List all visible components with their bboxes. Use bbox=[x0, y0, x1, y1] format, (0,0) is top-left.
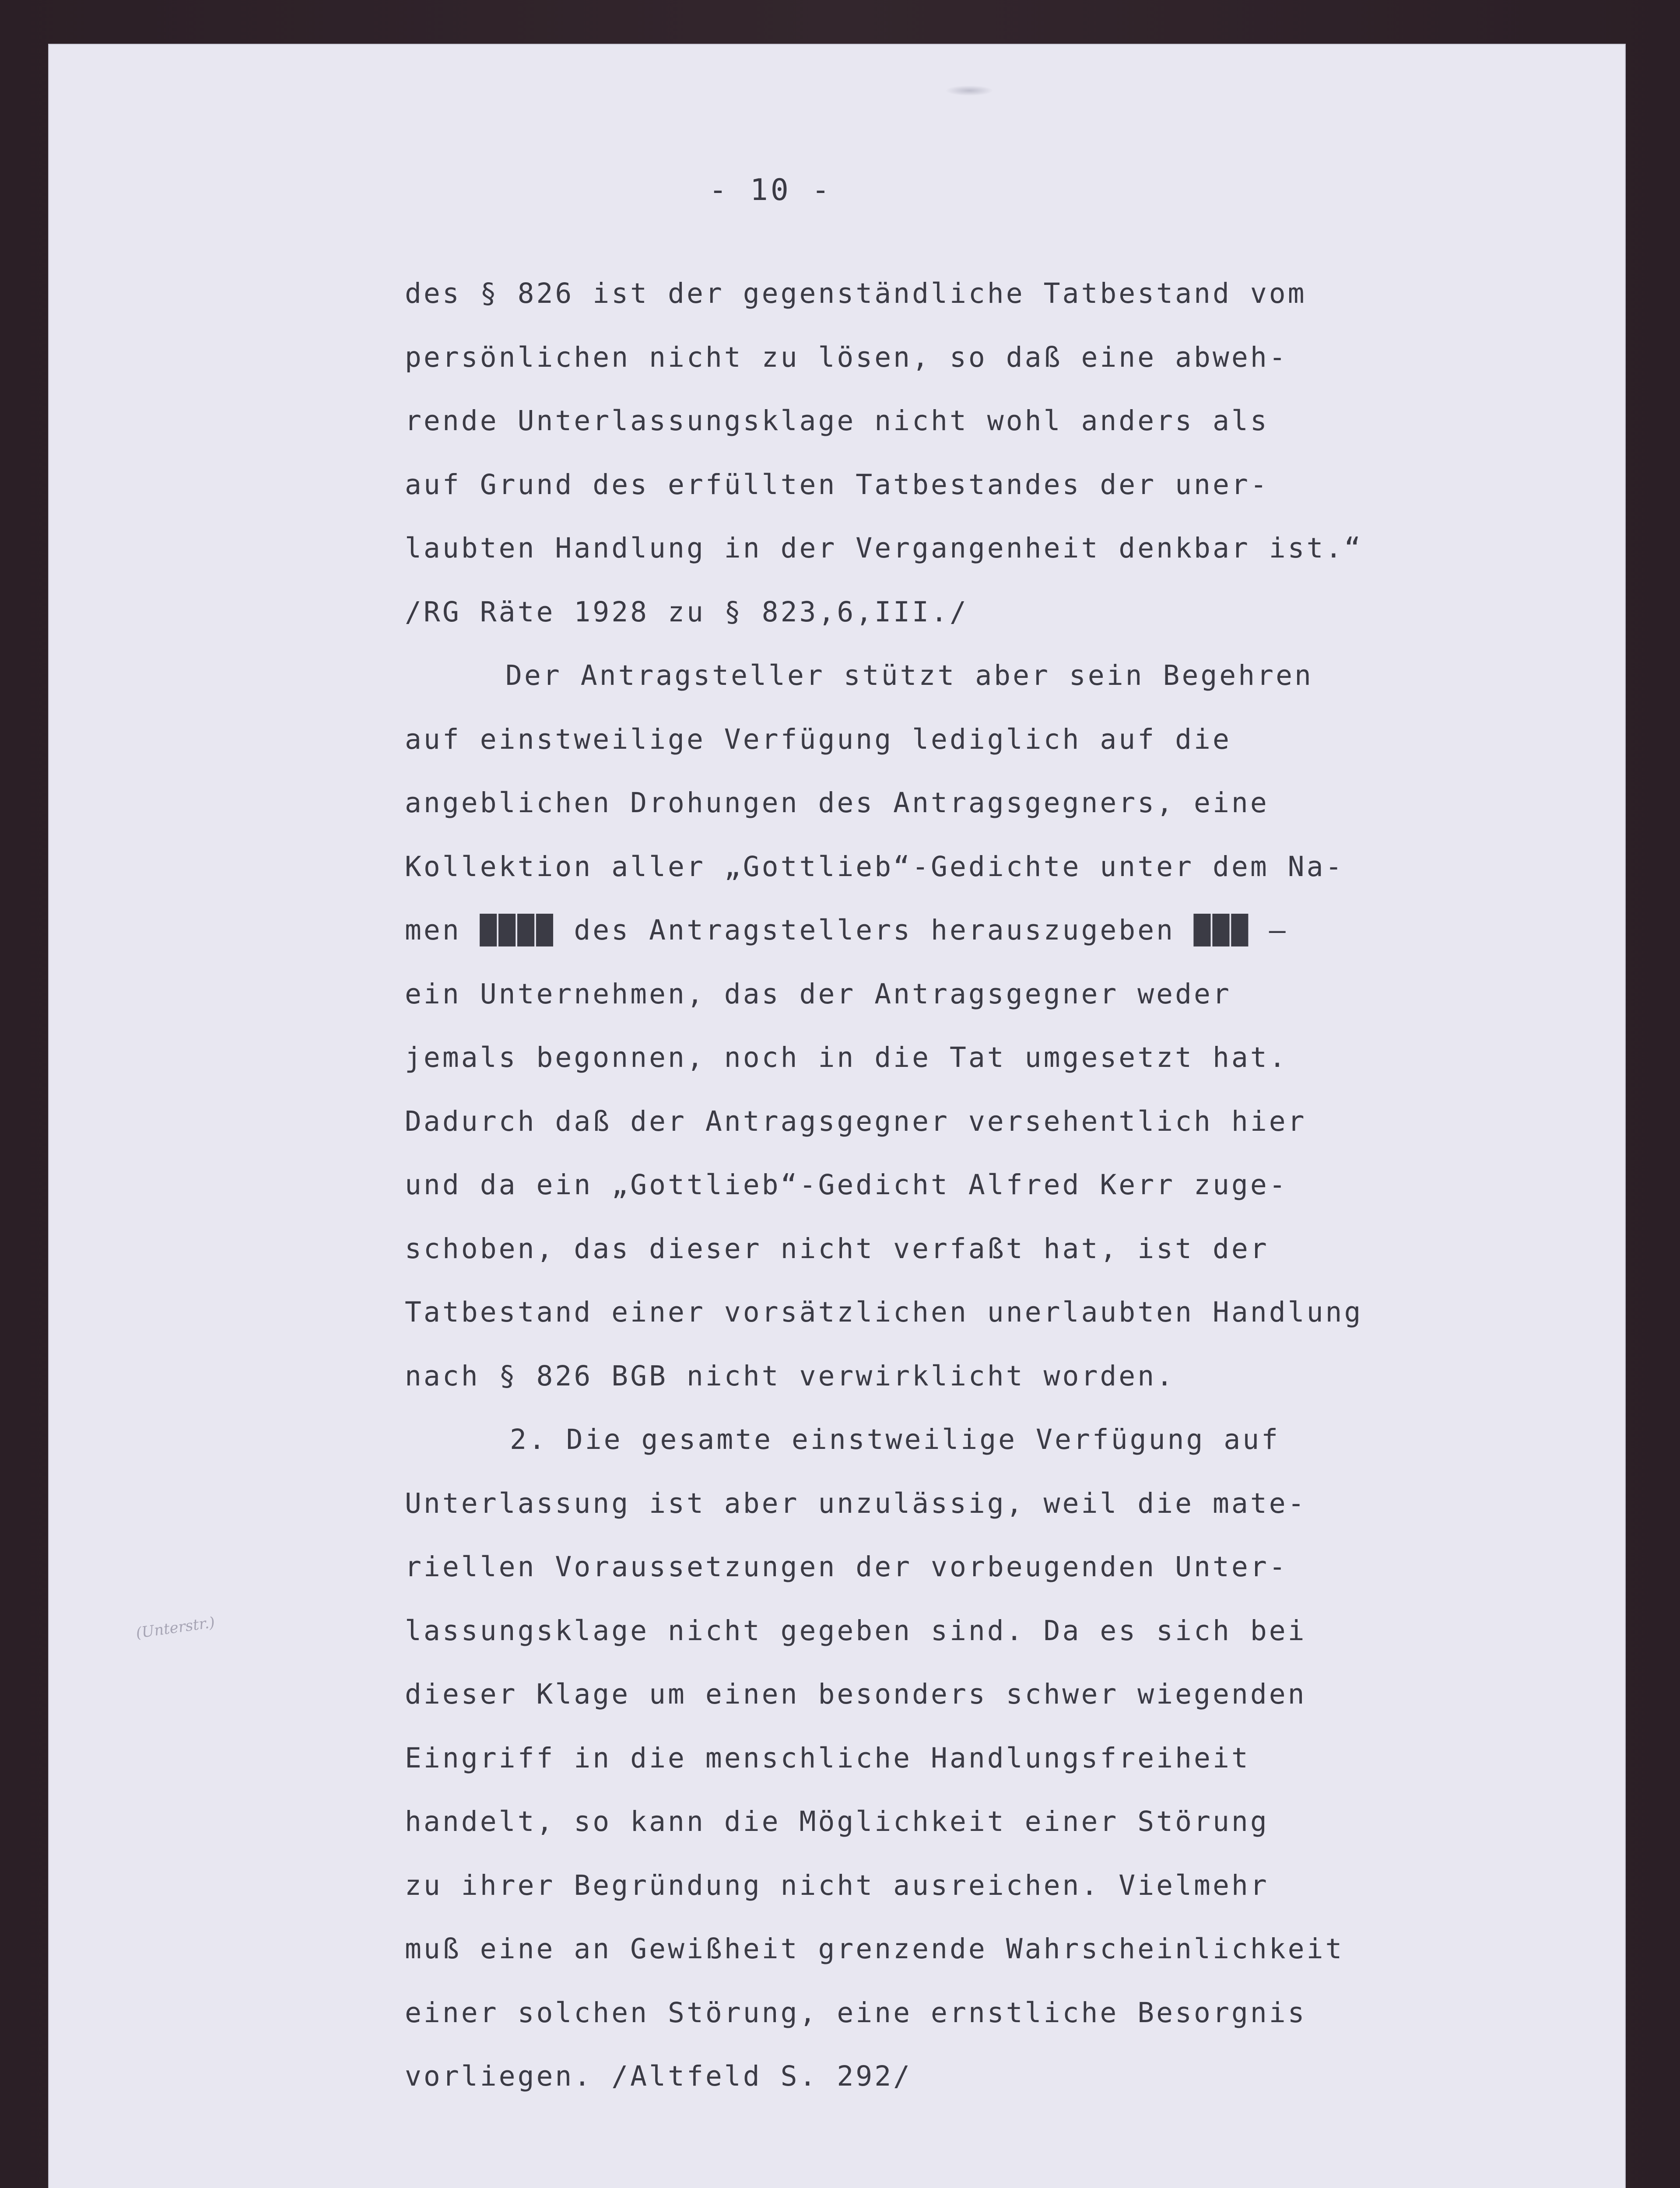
text-line: und da ein „Gottlieb“-Gedicht Alfred Kerr zuge- bbox=[405, 1169, 1288, 1201]
numbered-paragraph-start-line: 2. Die gesamte einstweilige Verfügung auf bbox=[510, 1424, 1280, 1455]
text-line: dieser Klage um einen besonders schwer wiegenden bbox=[405, 1678, 1307, 1710]
typed-text-body bbox=[405, 262, 1438, 2108]
text-line: Kollektion aller „Gottlieb“-Gedichte unter dem Na- bbox=[405, 850, 1344, 883]
text-line: lassungsklage nicht gegeben sind. Da es sich bei bbox=[405, 1614, 1307, 1647]
paragraph-start-line: Der Antragsteller stützt aber sein Begehren bbox=[505, 659, 1313, 691]
text-line: auf Grund des erfüllten Tatbestandes der uner- bbox=[405, 468, 1269, 501]
text-line: laubten Handlung in der Vergangenheit denkbar ist.“ bbox=[405, 532, 1363, 564]
text-line: rende Unterlassungsklage nicht wohl anders als bbox=[405, 405, 1269, 437]
text-line: handelt, so kann die Möglichkeit einer Störung bbox=[405, 1806, 1269, 1837]
text-line: jemals begonnen, noch in die Tat umgesetzt hat. bbox=[405, 1041, 1288, 1073]
pencil-margin-note: (Unterstr.) bbox=[135, 1613, 216, 1642]
text-line: riellen Voraussetzungen der vorbeugenden Unter- bbox=[405, 1551, 1288, 1583]
text-line: schoben, das dieser nicht verfaßt hat, ist der bbox=[405, 1232, 1269, 1265]
text-line: ein Unternehmen, das der Antragsgegner weder bbox=[405, 978, 1231, 1010]
ink-smudge bbox=[945, 85, 993, 96]
text-line: einer solchen Störung, eine ernstliche Besorgnis bbox=[405, 1996, 1307, 2029]
page-number: - 10 - bbox=[709, 173, 832, 207]
text-line: Tatbestand einer vorsätzlichen unerlaubten Handlung bbox=[405, 1296, 1363, 1328]
text-line: muß eine an Gewißheit grenzende Wahrscheinlichkeit bbox=[405, 1933, 1344, 1965]
text-line: Eingriff in die menschliche Handlungsfreiheit bbox=[405, 1742, 1250, 1774]
text-line: angeblichen Drohungen des Antragsgegners, eine bbox=[405, 787, 1269, 819]
text-line: persönlichen nicht zu lösen, so daß eine abweh- bbox=[405, 341, 1288, 373]
citation-line: /RG Räte 1928 zu § 823,6,III./ bbox=[405, 596, 968, 628]
text-line: nach § 826 BGB nicht verwirklicht worden. bbox=[405, 1360, 1175, 1392]
text-line: zu ihrer Begründung nicht ausreichen. Vielmehr bbox=[405, 1869, 1269, 1901]
text-line: auf einstweilige Verfügung lediglich auf die bbox=[405, 723, 1231, 755]
text-line: Unterlassung ist aber unzulässig, weil die mate- bbox=[405, 1487, 1307, 1519]
text-line: Dadurch daß der Antragsgegner versehentlich hier bbox=[405, 1105, 1307, 1137]
text-line-with-strikeout: men ████ des Antragstellers herauszugeben ███ — bbox=[405, 914, 1288, 946]
text-line: des § 826 ist der gegenständliche Tatbestand vom bbox=[405, 277, 1307, 309]
citation-line: vorliegen. /Altfeld S. 292/ bbox=[405, 2060, 912, 2092]
